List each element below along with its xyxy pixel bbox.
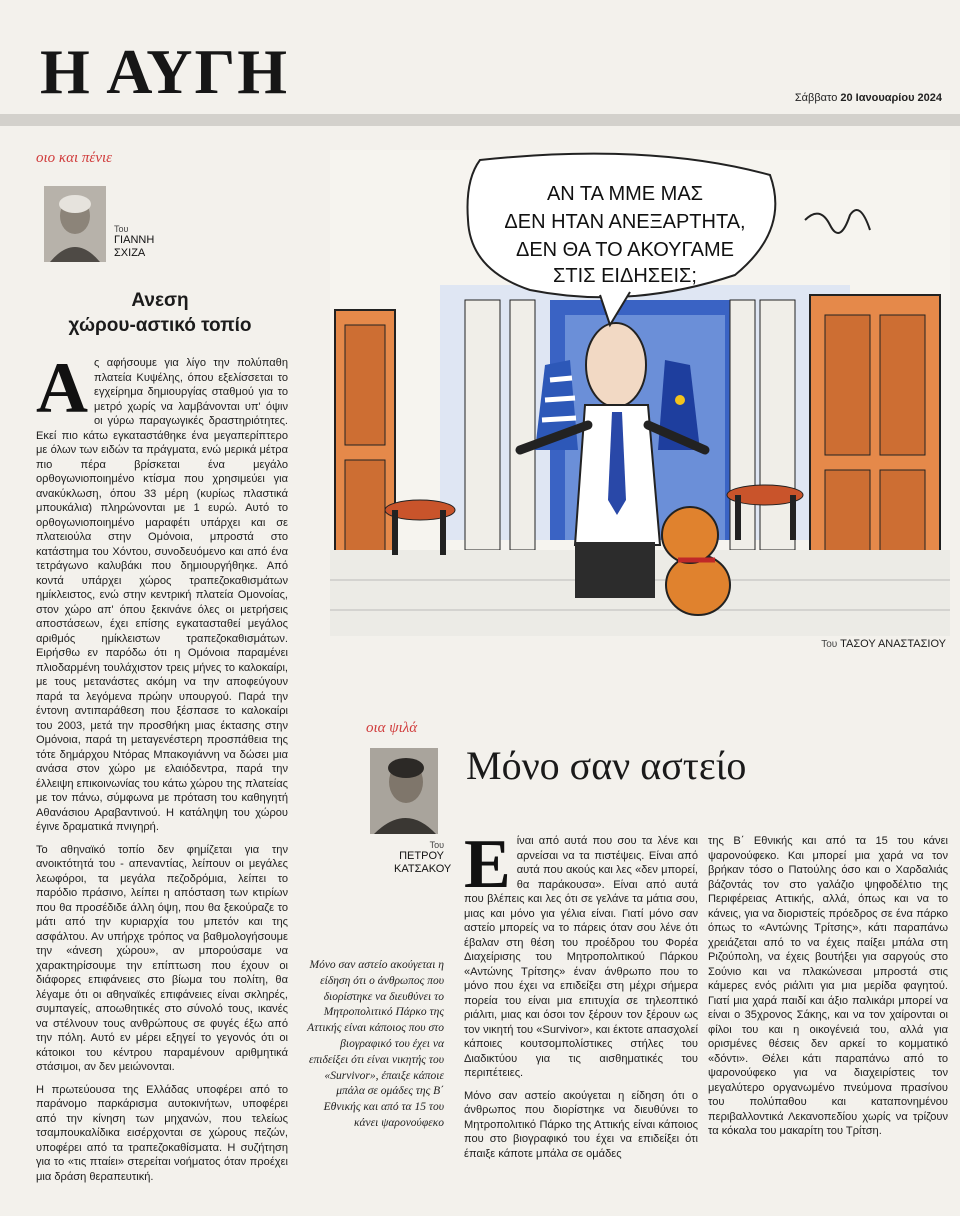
right-byline	[394, 840, 452, 876]
right-section-label: οια ψιλά	[366, 720, 418, 736]
issue-date	[795, 92, 942, 104]
speech-line-2: ΔΕΝ ΗΤΑΝ ΑΝΕΞΑΡΤΗΤΑ,	[504, 211, 746, 233]
cartoon-credit	[821, 638, 946, 650]
left-byline	[114, 224, 154, 260]
title-line-1: Ανεση	[131, 290, 189, 311]
left-section-label: οιο και πένιε	[36, 150, 113, 166]
cartoon	[330, 150, 950, 636]
left-article-body	[36, 348, 288, 1192]
paragraph-text: ίναι από αυτά που σου τα λένε και αρνείσαι να τα πιστέψεις. Είναι από αυτά που ακούς και λες «δεν μπορεί, θα παράκουσα». Είναι από αυτά που βλέπεις και λες ότι σε γελάνε τα μάτια σου, μιας και μόνο για γέλια είναι. Γιατί μόνο σαν αστείο μπορείς να το πάρεις όταν σου λένε ότι έβαλαν στη θέση του προέδρου του Φορέα Διαχείρισης του Μητροπολιτικού Πάρκου «Αντώνης Τρίτσης» έναν άνθρωπο που το μόνο που έχει να επιδείξει στη μέχρι σήμερα πορεία του είναι μια επιτυχία σε τηλεοπτικό ριάλιτι, μιας και όσοι τον ξέρουν τον ξέρουν ως τον νικητή του «Survivor», και έκτοτε απασχολεί κάποιες κουτσομπολίστικες στήλες του Διαδικτύου για τις αισθηματικές του περιπέτειες.	[464, 835, 698, 1079]
paragraph: της Β΄ Εθνικής και από τα 15 του κάνει ψαρονούφεκο. Και μπορεί μια χαρά να τον βρήκαν τόσο ο Πατούλης όσο και ο Χαρδαλιάς βάζοντάς τον στο γαλάζιο ψηφοδέλτιο της Περιφέρειας Αττικής, αλλά, όπως και να το κάνεις, για να διοριστείς πρόεδρος σε ένα πάρκο όπως το «Αντώνης Τρίτσης», κάτι παραπάνω χρειάζεται από το να έχεις παίξει μπάλα στη Ριζούπολη, να έχεις βουτήξει για σαργούς στο Σούνιο και να πλακώνεσαι μπροστά στις κάμερες ενός ριάλιτι για μια μερίδα φαγητού. Γιατί μια χαρά παιδί και άξιο παλικάρι μπορεί να είναι ο 35χρονος Σάκης, και να τον χαίρονται οι φίλοι του και η οικογένειά του, αλλά για ορισμένες θέσεις δεν αρκεί το κομματικό «δόντι». Θέλει κάτι παραπάνω από το ψαρονούφεκο για να διαχειρίστεις τον μεγαλύτερο οργανωμένο πνεύμονα πρασίνου του πολύπαθου και καταπονημένου περιβαλλοντικά Λεκανοπεδίου χωρίς να τρίζουν τα κόκαλα του μακαρίτη του Τρίτση.	[708, 835, 948, 1137]
drop-cap: Ε	[464, 826, 511, 903]
date-value: 20 Ιανουαρίου 2024	[840, 92, 942, 104]
paragraph	[36, 348, 288, 835]
speech-line-4: ΣΤΙΣ ΕΙΔΗΣΕΙΣ;	[553, 265, 697, 287]
cartoon-drawing	[330, 150, 950, 636]
credit-name: ΤΑΣΟΥ ΑΝΑΣΤΑΣΙΟΥ	[840, 638, 946, 650]
credit-prefix: Του	[821, 639, 838, 650]
paragraph: Μόνο σαν αστείο ακούγεται η είδηση ότι ο άνθρωπος που διορίστηκε να διευθύνει το Μητροπολιτικό Πάρκο της Αττικής είναι κάποιος που στο βιογραφικό του έχει να επιδείξει ότι έπαιξε κάποτε μπάλα σε ομάδες	[464, 1089, 698, 1160]
right-article-column-2	[708, 834, 948, 1147]
speech-line-1: ΑΝ ΤΑ ΜΜΕ ΜΑΣ	[546, 183, 704, 205]
paragraph	[464, 826, 698, 1081]
left-article-title	[40, 288, 280, 338]
paragraph: Η πρωτεύουσα της Ελλάδας υποφέρει από το παράνομο παρκάρισμα αυτοκινήτων, υποφέρει από την κίνηση των μηχανών, που τελείως τσαμπουκαλίδικα εισέρχονται σε χώρους πεζών, υποφέρει από τα τραπεζοκαθίσματα. Η συζήτηση για το «τις πταίει» στερείται νοήματος όταν προέχει μια δράση θεραπευτική.	[36, 1083, 288, 1183]
date-prefix: Σάββατο	[794, 92, 838, 104]
byline-name-first: ΠΕΤΡΟΥ	[399, 850, 444, 862]
right-article-title: Μόνο σαν αστείο	[466, 743, 747, 788]
right-article-column-1	[464, 826, 698, 1169]
columnist-photo-schizas	[44, 186, 106, 262]
byline-prefix: Του	[429, 840, 444, 850]
speech-line-3: ΔΕΝ ΘΑ ΤΟ ΑΚΟΥΓΑΜΕ	[515, 239, 735, 261]
pull-quote: Μόνο σαν αστείο ακούγεται η είδηση ότι ο άνθρωπος που διορίστηκε να διευθύνει το Μητροπολιτικό Πάρκο της Αττικής είναι κάποιος που στο βιογραφικό του έχει να επιδείξει ότι είναι νικητής του «Survivor», έπαιξε κάποιε μπάλα σε ομάδες της Β΄ Εθνικής και από τα 15 του κάνει ψαρονούφεκο	[307, 959, 444, 1129]
byline-name-first: ΓΙΑΝΝΗ	[114, 234, 155, 246]
masthead: Η ΑΥΓΗ	[40, 36, 289, 107]
byline-name-last: ΣΧΙΖΑ	[114, 247, 146, 259]
byline-prefix: Του	[114, 224, 129, 234]
paragraph-text: ς αφήσουμε για λίγο την πολύπαθη πλατεία Κυψέλης, όπου εξελίσσεται το εγχείρημα δημιουργίας σταθμού για το μετρό χωρίς να λαμβάνονται υπ' όψιν οι γύρω παραγωγικές δραστηριότητες. Εκεί πιο κάτω εγκαταστάθηκε ένα μεγαπερίπτερο με όλων των ειδών τα πράγματα, ενώ μερικά μέτρα πιο πέρα βρίσκεται ένα μεγάλο ορθογωνιοποιημένο κτίσμα που χρησιμεύει για ανακύκλωση, όπου 33 μέρη (κυρίως πλαστικά μπουκάλια) πληρώνονται με 1 ευρώ. Αυτό το ορθογωνιοποιημένο μαραφέτι υπάρχει και σε πλατειούλα στην Ομόνοια, μπροστά στο κατάστημα του Χόντου, συνοδευόμενο και από ένα τετράγωνο καλυβάκι που δημιουργήθηκε. Από κοντά υπάρχει χώρος τραπεζοκαθισμάτων ημίκλειστος, ενώ στην κεντρική πλατεία Ομονοίας, στον χώρο απ' όπου ξεκινάνε όλες οι μετρήσεις αποστάσεων, έχει επίσης εγκατασταθεί μεγάλος αριθμός ημίκλειστων τραπεζοκαθισμάτων. Ειρήσθω εν παρόδω ότι η Ομόνοια παραμένει πλιοδαρμένη τουλάχιστον τρεις μήνες το καλοκαίρι, με τους μετανάστες ακόμη να την αποφεύγουν παρά τα λεγόμενα πρώην υπουργού. Παρά την έντονη αντιπαράθεση που ξέσπασε το καλοκαίρι του 2003, μετά την προσθήκη μιας έκτασης στην Ομόνοια, παρά τη μεταγενέστερη προσπάθεια της τότε δημάρχου Ντόρας Μπακογιάννη να δώσει μια ανάσα στον χώρο με ελαιόδεντρα, παρά την έλλειψη επικοινωνίας του κάτω χώρου της πλατείας με τον πάνω, σύμφωνα με πρόταση του καθηγητή Αθανάσιου Αραβαντινού. Η κατάληψη του χώρου έγινε δραματικά πνιγηρή.	[36, 357, 288, 833]
byline-name-last: ΚΑΤΣΑΚΟΥ	[394, 863, 452, 875]
drop-cap: Α	[36, 348, 88, 428]
title-line-2: χώρου-αστικό τοπίο	[68, 315, 252, 336]
columnist-photo-katsakos	[370, 748, 438, 834]
paragraph: Το αθηναϊκό τοπίο δεν φημίζεται για την ανοικτότητά του - απεναντίας, λείπουν οι μεγάλες λεωφόροι, τα μεγάλα πεζοδρόμια, λείπει το παρόδιο πράσινο, λείπει η απόσταση των κτιρίων που θα προσέδιδε άλλη όψη, που θα ξεκούραζε το μάτι από την κυριαρχία του μπετόν και της ασφάλτου. Αν υπήρχε τρόπος να βαθμολογήσουμε την «άνεση χώρου», αν μπορούσαμε να χαρακτηρίσουμε την επίπτωση που έχουν οι διάφορες επιφάνειες στο βίωμα του πολίτη, θα λέγαμε ότι οι αθηναϊκές επιφάνειες είναι σκληρές, συμπαγείς, αποωθητικές στο σύνολό τους, ικανές να στέλνουν τους ανθρώπους σε φυγές έξω από την πόλη. Αυτό εν μέρει εξηγεί το γεγονός ότι οι κάτοικοι του κέντρου παραμένουν αριθμητικά στάσιμοι, αν δεν μειώνονται.	[36, 843, 288, 1073]
masthead-rule	[0, 114, 960, 126]
